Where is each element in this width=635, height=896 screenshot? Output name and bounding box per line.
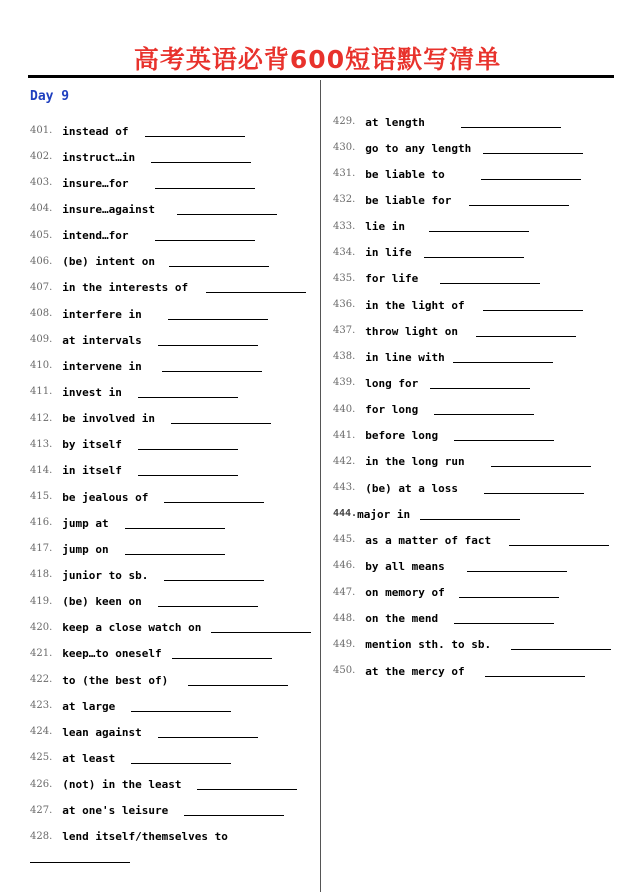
list-item [30,484,311,510]
item-phrase: at large [62,699,116,713]
answer-blank[interactable] [164,502,264,503]
item-phrase: at least [62,751,116,765]
answer-blank[interactable] [125,528,225,529]
answer-blank[interactable] [162,371,262,372]
answer-blank[interactable] [511,649,611,650]
list-item [30,589,311,615]
answer-blank[interactable] [131,711,231,712]
list-item [333,449,611,475]
list-item [30,196,311,222]
answer-blank[interactable] [145,136,245,137]
list-item [333,553,611,579]
item-phrase: intervene in [62,359,142,373]
item-phrase: for long [365,403,419,417]
list-item [30,719,311,745]
item-phrase: at one's leisure [62,804,169,818]
item-number: 445. [333,534,356,546]
item-phrase: keep a close watch on [62,621,202,635]
answer-blank[interactable] [420,519,520,520]
item-phrase: interfere in [62,307,142,321]
item-number: 409. [30,334,53,346]
item-phrase: at intervals [62,333,142,347]
list-item [30,118,311,144]
list-item [333,266,611,292]
item-phrase: (not) in the least [62,778,182,792]
list-item [333,240,611,266]
item-number: 441. [333,429,356,441]
answer-blank[interactable] [454,623,554,624]
answer-blank[interactable] [429,231,529,232]
answer-blank[interactable] [491,466,591,467]
list-item [333,606,611,632]
answer-blank[interactable] [476,336,576,337]
list-item [333,658,611,684]
day-label: Day 9 [30,89,70,104]
item-phrase: insure…against [62,202,155,216]
list-item [333,527,611,553]
answer-blank[interactable] [125,554,225,555]
answer-blank[interactable] [440,283,540,284]
list-item [333,135,611,161]
list-item [30,275,311,301]
item-number: 419. [30,595,53,607]
item-phrase: jump at [62,516,109,530]
left-column [30,118,311,850]
answer-blank[interactable] [509,545,609,546]
answer-blank[interactable] [461,127,561,128]
item-phrase: in itself [62,464,122,478]
item-number: 421. [30,647,53,659]
item-phrase: throw light on [365,324,458,338]
item-phrase: jump on [62,542,109,556]
answer-blank[interactable] [138,397,238,398]
answer-blank[interactable] [168,319,268,320]
list-item [30,379,311,405]
answer-blank[interactable] [469,205,569,206]
item-number: 439. [333,377,356,389]
list-item [30,824,311,850]
item-number: 450. [333,665,356,677]
item-phrase: lie in [365,220,406,234]
item-number: 425. [30,752,53,764]
item-phrase: by all means [365,559,445,573]
item-number: 407. [30,281,53,293]
item-number: 413. [30,438,53,450]
item-number: 418. [30,569,53,581]
item-number: 424. [30,726,53,738]
item-phrase: for life [365,272,419,286]
item-phrase: (be) keen on [62,595,142,609]
item-phrase: before long [365,429,439,443]
item-phrase: insure…for [62,176,129,190]
answer-blank[interactable] [454,440,554,441]
item-number: 447. [333,586,356,598]
item-phrase: intend…for [62,229,129,243]
list-item [30,301,311,327]
item-number: 440. [333,403,356,415]
item-phrase: mention sth. to sb. [365,638,492,652]
answer-blank[interactable] [483,310,583,311]
item-phrase: in line with [365,350,445,364]
answer-blank[interactable] [206,292,306,293]
list-item [30,693,311,719]
item-number: 438. [333,351,356,363]
answer-blank[interactable] [155,188,255,189]
list-item [30,798,311,824]
item-phrase: lean against [62,725,142,739]
list-item [333,109,611,135]
list-item [333,370,611,396]
list-item [30,432,311,458]
answer-blank[interactable] [485,676,585,677]
list-item [30,745,311,771]
item-number: 416. [30,517,53,529]
answer-blank[interactable] [158,345,258,346]
item-number: 442. [333,455,356,467]
list-item [30,327,311,353]
item-phrase: in life [365,246,412,260]
item-phrase: major in [357,507,411,521]
item-phrase: lend itself/themselves to [62,830,228,844]
answer-blank[interactable] [164,580,264,581]
item-phrase: on memory of [365,586,445,600]
column-divider [320,80,321,892]
list-item [30,641,311,667]
item-number: 430. [333,142,356,154]
answer-blank[interactable] [184,815,284,816]
item-number: 426. [30,778,53,790]
answer-blank[interactable] [481,179,581,180]
item-number: 431. [333,168,356,180]
answer-blank[interactable] [158,737,258,738]
answer-blank[interactable] [424,257,524,258]
answer-blank[interactable] [430,388,530,389]
list-item [30,353,311,379]
item-phrase: by itself [62,438,122,452]
item-phrase: long for [365,376,419,390]
item-number: 434. [333,246,356,258]
item-number: 433. [333,220,356,232]
item-number: 404. [30,203,53,215]
item-number: 410. [30,360,53,372]
item-phrase: go to any length [365,141,472,155]
answer-blank[interactable] [459,597,559,598]
item-phrase: (be) at a loss [365,481,458,495]
item-number: 436. [333,299,356,311]
list-item [333,318,611,344]
list-item [30,510,311,536]
list-item [333,161,611,187]
item-phrase: on the mend [365,612,439,626]
title-rule [28,75,614,78]
answer-blank[interactable] [467,571,567,572]
list-item [30,615,311,641]
list-item [30,772,311,798]
item-number: 420. [30,621,53,633]
item-number: 422. [30,674,53,686]
item-number: 405. [30,229,53,241]
item-phrase: instruct…in [62,150,136,164]
list-item [30,249,311,275]
item-number: 432. [333,194,356,206]
list-item [30,562,311,588]
page-title: 高考英语必背600短语默写清单 [133,45,502,74]
item-phrase: junior to sb. [62,568,149,582]
list-item [333,580,611,606]
item-number: 448. [333,612,356,624]
list-item [30,406,311,432]
list-item [30,458,311,484]
answer-blank[interactable] [188,685,288,686]
item-number: 412. [30,412,53,424]
answer-blank[interactable] [197,789,297,790]
answer-blank[interactable] [138,475,238,476]
item-phrase: be jealous of [62,490,149,504]
item-number: 444. [333,508,358,520]
list-item [30,536,311,562]
item-phrase: invest in [62,385,122,399]
list-item [333,475,611,501]
answer-blank[interactable] [151,162,251,163]
item-number: 423. [30,700,53,712]
item-number: 428. [30,830,53,842]
answer-blank[interactable] [177,214,277,215]
item-phrase: keep…to oneself [62,647,162,661]
answer-blank[interactable] [155,240,255,241]
list-item [333,632,611,658]
item-phrase: be liable to [365,167,445,181]
answer-blank-428[interactable] [30,862,130,863]
answer-blank[interactable] [483,153,583,154]
item-number: 437. [333,325,356,337]
item-number: 449. [333,638,356,650]
item-phrase: instead of [62,124,129,138]
list-item [30,170,311,196]
item-phrase: be involved in [62,412,155,426]
right-column [333,109,611,684]
item-phrase: at length [365,115,425,129]
item-number: 408. [30,308,53,320]
answer-blank[interactable] [484,493,584,494]
answer-blank[interactable] [158,606,258,607]
item-number: 403. [30,177,53,189]
list-item [333,501,611,527]
item-phrase: in the long run [365,455,465,469]
list-item [333,292,611,318]
answer-blank[interactable] [453,362,553,363]
item-phrase: as a matter of fact [365,533,492,547]
item-number: 435. [333,272,356,284]
answer-blank[interactable] [169,266,269,267]
answer-blank[interactable] [434,414,534,415]
answer-blank[interactable] [172,658,272,659]
item-number: 402. [30,151,53,163]
item-number: 415. [30,491,53,503]
item-number: 414. [30,464,53,476]
list-item [333,397,611,423]
answer-blank[interactable] [138,449,238,450]
list-item [30,144,311,170]
list-item [333,423,611,449]
item-number: 406. [30,255,53,267]
list-item [333,214,611,240]
item-phrase: in the light of [365,298,465,312]
item-number: 429. [333,116,356,128]
item-phrase: be liable for [365,193,452,207]
list-item [333,187,611,213]
item-phrase: in the interests of [62,281,189,295]
item-number: 446. [333,560,356,572]
item-phrase: to (the best of) [62,673,169,687]
item-number: 427. [30,804,53,816]
item-phrase: at the mercy of [365,664,465,678]
answer-blank[interactable] [211,632,311,633]
answer-blank[interactable] [131,763,231,764]
list-item [30,223,311,249]
item-number: 443. [333,482,356,494]
item-number: 411. [30,386,53,398]
list-item [30,667,311,693]
list-item [333,344,611,370]
item-number: 417. [30,543,53,555]
answer-blank[interactable] [171,423,271,424]
item-phrase: (be) intent on [62,255,155,269]
item-number: 401. [30,125,53,137]
